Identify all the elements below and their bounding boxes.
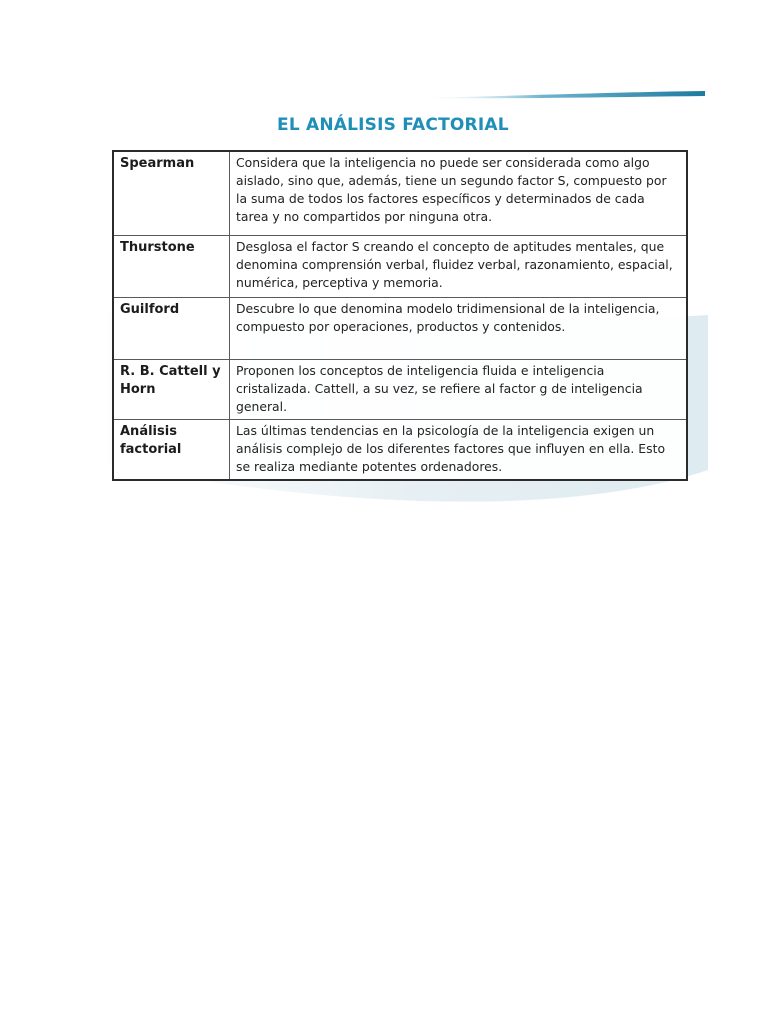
author-name: Guilford [120, 302, 180, 317]
description-cell [230, 151, 688, 236]
description-cell [230, 298, 688, 360]
description-text: Considera que la inteligencia no puede ser considerada como algo aislado, sino que, además, tiene un segundo factor S, compuesto por la suma de todos los factores específicos y determinados de cada tarea y no compartidos por ninguna otra. [236, 155, 667, 224]
author-cell [113, 236, 230, 298]
description-cell [230, 236, 688, 298]
author-cell [113, 360, 230, 420]
author-name: Análisis factorial [120, 424, 182, 457]
table-row [113, 236, 687, 298]
description-text: Desglosa el factor S creando el concepto de aptitudes mentales, que denomina comprensión verbal, fluidez verbal, razonamiento, espacial, numérica, perceptiva y memoria. [236, 239, 673, 290]
table-row [113, 298, 687, 360]
description-text: Proponen los conceptos de inteligencia fluida e inteligencia cristalizada. Cattell, a su vez, se refiere al factor g de inteligencia general. [236, 363, 643, 414]
description-text: Descubre lo que denomina modelo tridimensional de la inteligencia, compuesto por operaciones, productos y contenidos. [236, 301, 660, 334]
description-cell [230, 420, 688, 481]
table-row [113, 420, 687, 481]
factor-analysis-table [112, 150, 688, 481]
page-title: EL ANÁLISIS FACTORIAL [277, 115, 509, 135]
author-name: Thurstone [120, 240, 195, 255]
author-cell [113, 420, 230, 481]
description-text: Las últimas tendencias en la psicología de la inteligencia exigen un análisis complejo de los diferentes factores que influyen en ella. Esto se realiza mediante potentes ordenadores. [236, 423, 666, 474]
author-cell [113, 151, 230, 236]
author-cell [113, 298, 230, 360]
table-row [113, 360, 687, 420]
table-row [113, 151, 687, 236]
description-cell [230, 360, 688, 420]
author-name: R. B. Cattell y Horn [120, 364, 221, 397]
author-name: Spearman [120, 156, 195, 171]
